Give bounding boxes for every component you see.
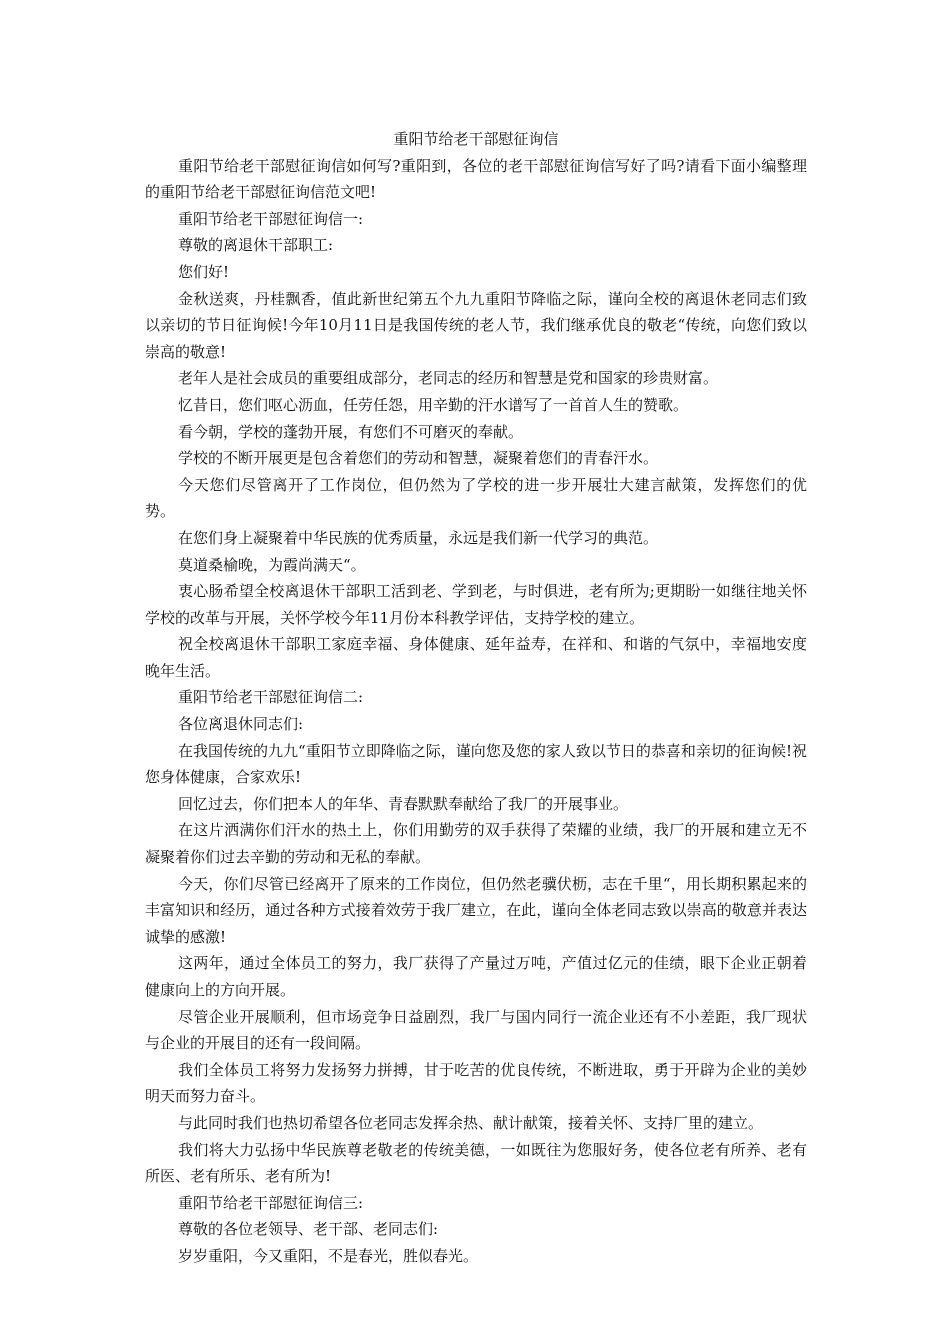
document-body	[145, 153, 807, 1270]
paragraph: 重阳节给老干部慰征询信如何写?重阳到，各位的老干部慰征询信写好了吗?请看下面小编整理的重阳节给老干部慰征询信范文吧!	[145, 156, 807, 202]
paragraph: 衷心肠希望全校离退休干部职工活到老、学到老，与时俱进，老有所为;更期盼一如继往地关怀学校的改革与开展，关怀学校今年11月份本科教学评估，支持学校的建立。	[145, 582, 807, 627]
paragraph: 与此同时我们也热切希望各位老同志发挥余热、献计献策，接着关怀、支持厂里的建立。	[178, 1113, 764, 1132]
paragraph: 莫道桑榆晚，为霞尚满天“。	[178, 555, 366, 574]
document-title: 重阳节给老干部慰征询信	[393, 130, 559, 148]
paragraph: 在我国传统的九九“重阳节立即降临之际，谨向您及您的家人致以节日的恭喜和亲切的征询候!祝您身体健康，合家欢乐!	[145, 741, 807, 787]
paragraph: 重阳节给老干部慰征询信一:	[178, 209, 364, 228]
paragraph: 学校的不断开展更是包含着您们的劳动和智慧，凝聚着您们的青春汗水。	[178, 449, 659, 468]
paragraph: 重阳节给老干部慰征询信三:	[178, 1193, 364, 1212]
paragraph: 重阳节给老干部慰征询信二:	[178, 688, 364, 707]
paragraph: 今天，你们尽管已经离开了原来的工作岗位，但仍然老骥伏枥，志在千里“，用长期积累起来的丰富知识和经历，通过各种方式接着效劳于我厂建立，在此，谨向全体老同志致以崇高的敬意并表达诚挚的感激!	[145, 874, 807, 946]
paragraph: 我们全体员工将努力发扬努力拼搏，甘于吃苦的优良传统，不断进取，勇于开辟为企业的美妙明天而努力奋斗。	[145, 1060, 807, 1106]
paragraph: 忆昔日，您们呕心沥血，任劳任怨，用辛勤的汗水谱写了一首首人生的赞歌。	[178, 395, 689, 414]
paragraph: 这两年，通过全体员工的努力，我厂获得了产量过万吨，产值过亿元的佳绩，眼下企业正朝着健康向上的方向开展。	[145, 954, 807, 999]
paragraph: 岁岁重阳，今又重阳，不是春光，胜似春光。	[178, 1246, 479, 1265]
paragraph: 老年人是社会成员的重要组成部分，老同志的经历和智慧是党和国家的珍贵财富。	[178, 369, 719, 388]
paragraph: 尊敬的各位老领导、老干部、老同志们:	[178, 1220, 439, 1239]
paragraph: 在这片洒满你们汗水的热土上，你们用勤劳的双手获得了荣耀的业绩，我厂的开展和建立无不凝聚着你们过去辛勤的劳动和无私的奉献。	[145, 821, 807, 867]
paragraph: 金秋送爽，丹桂飘香，值此新世纪第五个九九重阳节降临之际，谨向全校的离退休老同志们致以亲切的节日征询候!今年10月11日是我国传统的老人节，我们继承优良的敬老“传统，向您们致以崇高的敬意!	[145, 289, 807, 361]
paragraph: 各位离退休同志们:	[178, 715, 304, 734]
paragraph: 回忆过去，你们把本人的年华、青春默默奉献给了我厂的开展事业。	[178, 794, 629, 813]
paragraph: 尽管企业开展顺利，但市场竞争日益剧烈，我厂与国内同行一流企业还有不小差距，我厂现状与企业的开展目的还有一段间隔。	[145, 1007, 807, 1053]
document-page	[145, 126, 807, 1270]
paragraph: 看今朝，学校的蓬勃开展，有您们不可磨灭的奉献。	[178, 422, 524, 441]
paragraph: 您们好!	[178, 262, 230, 281]
paragraph: 祝全校离退休干部职工家庭幸福、身体健康、延年益寿，在祥和、和谐的气氛中，幸福地安度晚年生活。	[145, 635, 807, 680]
paragraph: 尊敬的离退休干部职工:	[178, 236, 334, 255]
paragraph: 我们将大力弘扬中华民族尊老敬老的传统美德，一如既往为您服好务，使各位老有所养、老有所医、老有所乐、老有所为!	[145, 1140, 807, 1186]
paragraph: 在您们身上凝聚着中华民族的优秀质量，永远是我们新一代学习的典范。	[178, 528, 659, 547]
paragraph: 今天您们尽管离开了工作岗位，但仍然为了学校的进一步开展壮大建言献策，发挥您们的优势。	[145, 475, 807, 521]
